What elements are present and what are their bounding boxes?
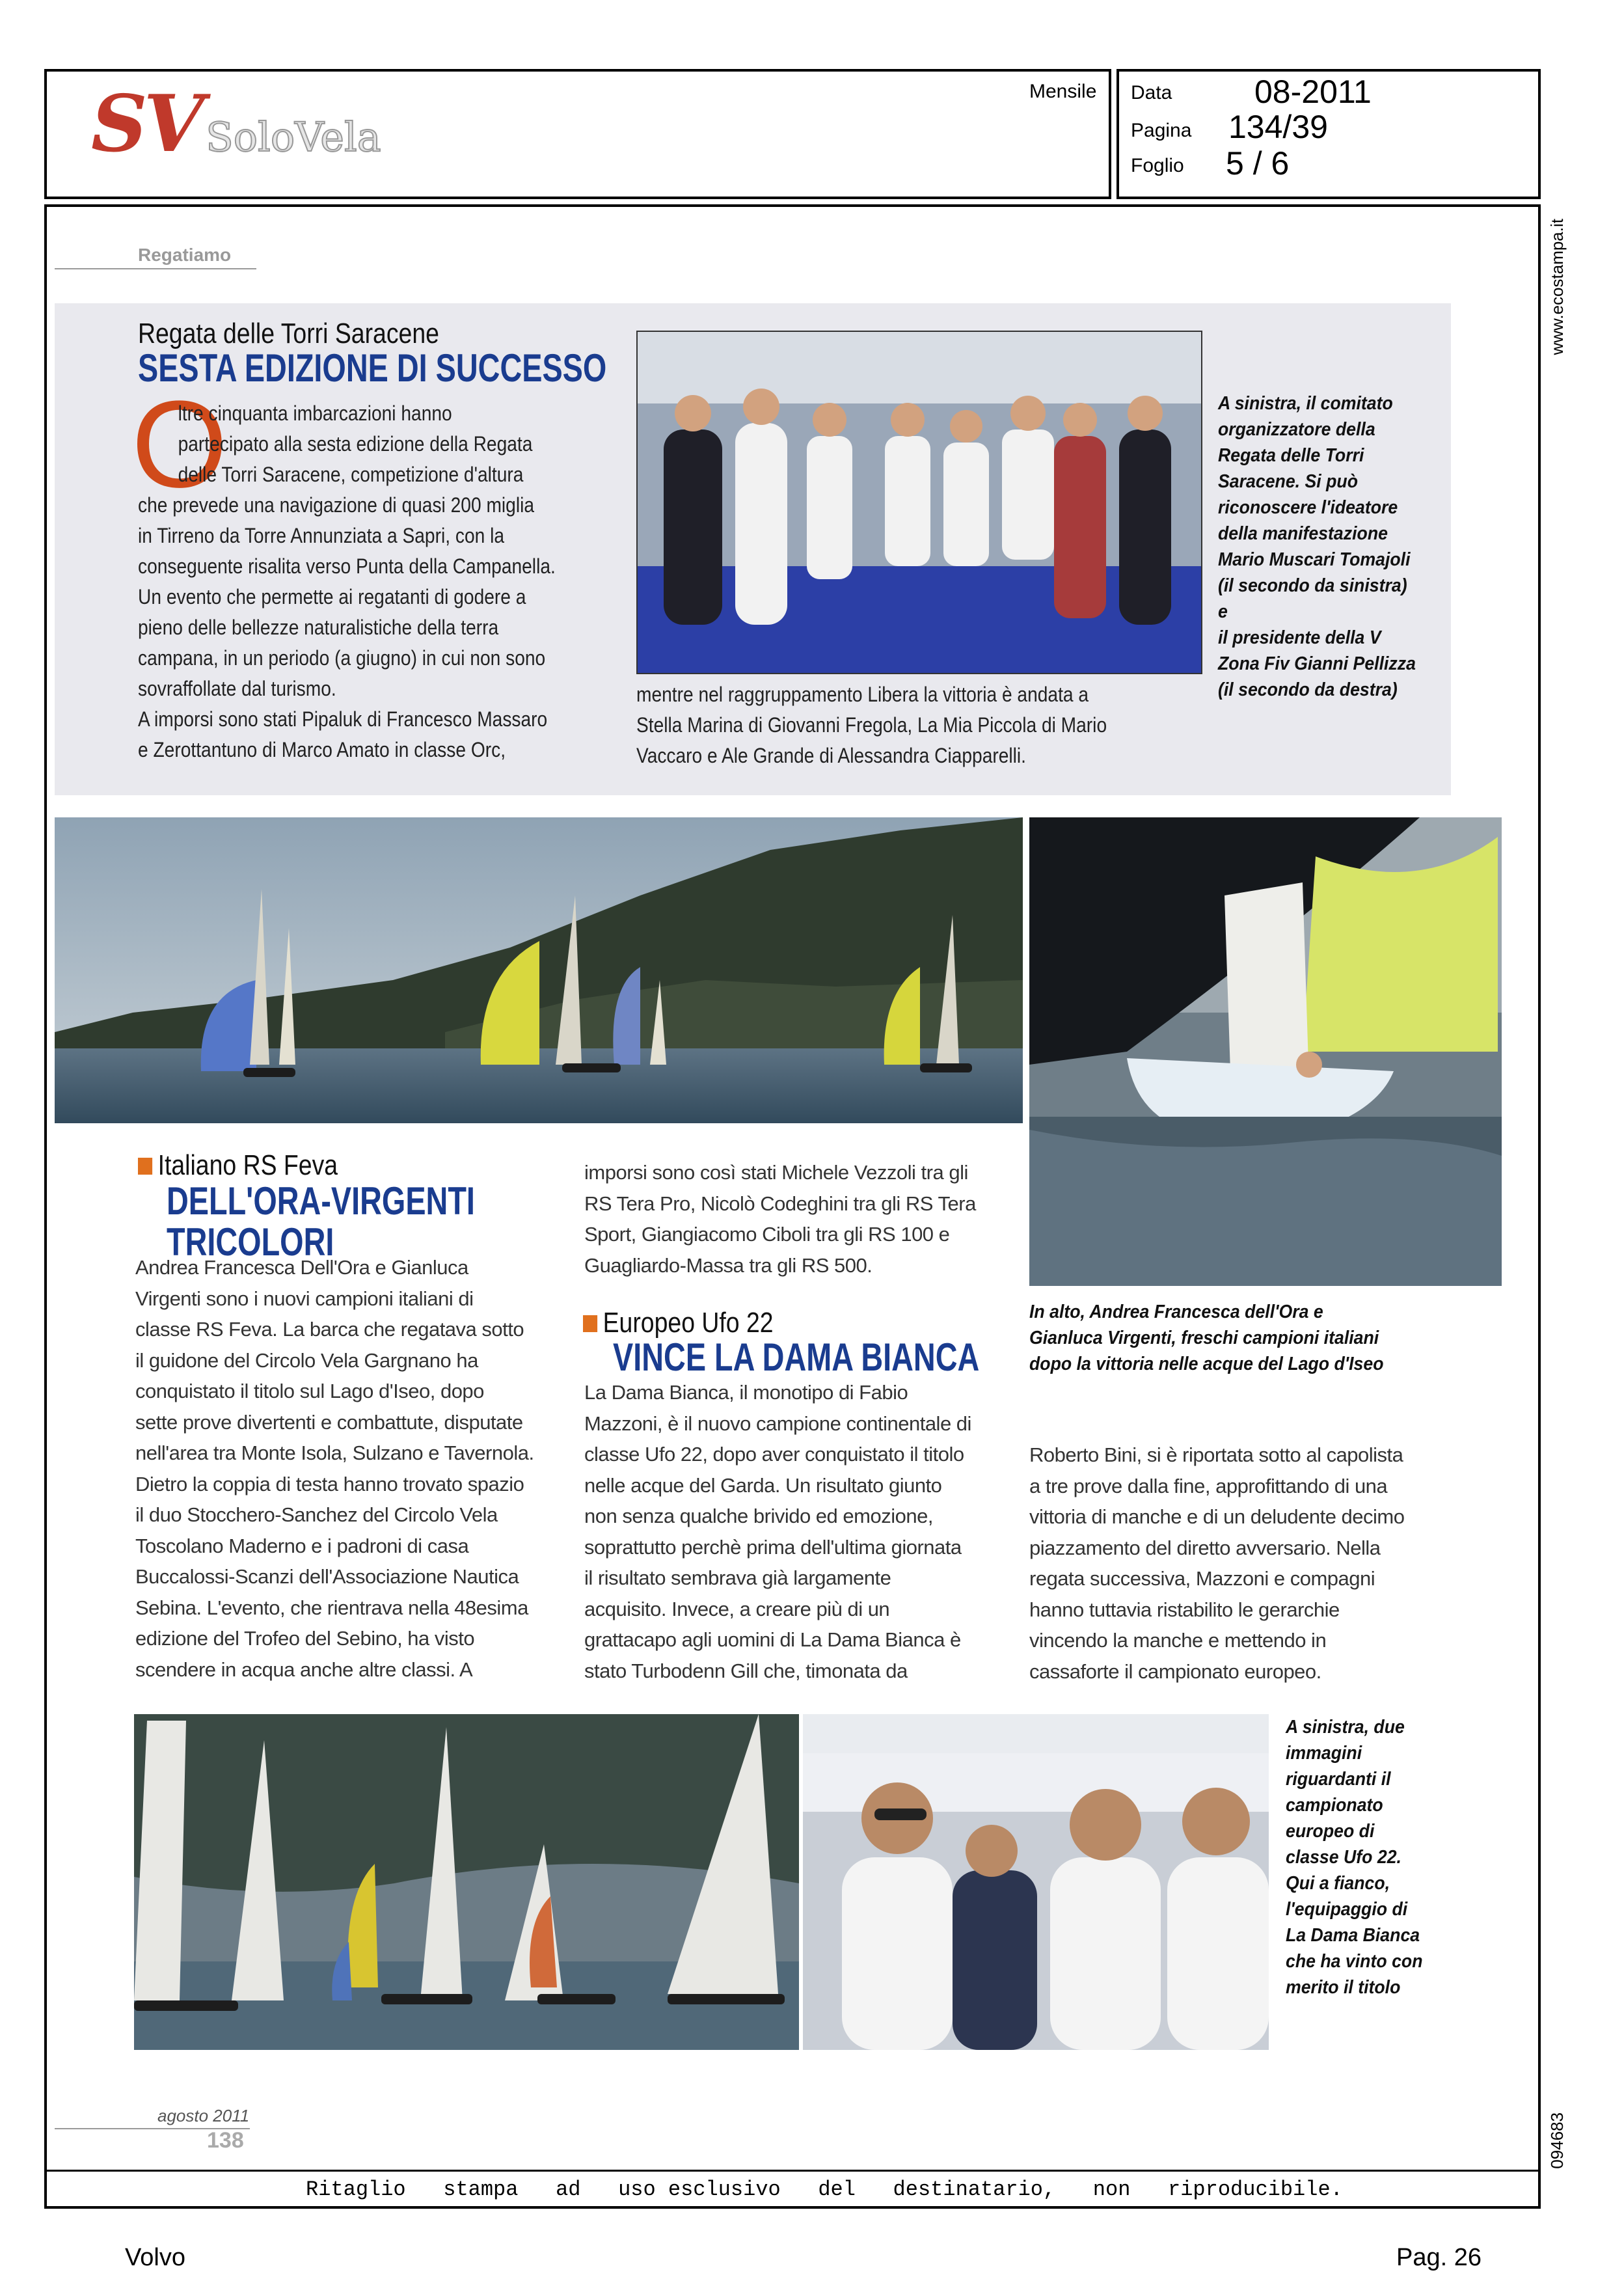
text-line: classe Ufo 22, dopo aver conquistato il titolo: [584, 1443, 964, 1466]
article3-col3: [1029, 1440, 1472, 1687]
text-line: campana, in un periodo (a giugno) in cui non sono: [138, 646, 546, 670]
foglio-label: Foglio: [1131, 155, 1184, 176]
article1-col2: [636, 679, 1209, 771]
text-line: scendere in acqua anche altre classi. A: [135, 1658, 473, 1681]
caption-line: (il secondo da sinistra) e: [1218, 575, 1407, 622]
text-line: non senza qualche brivido ed emozione,: [584, 1505, 933, 1527]
reproduction-notice: Ritaglio stampa ad uso esclusivo del destinatario, non riproducibile.: [306, 2177, 1343, 2202]
section-rule: [55, 268, 256, 269]
article1-caption: [1218, 390, 1422, 703]
headline-line: TRICOLORI: [167, 1220, 334, 1264]
article3-caption: [1286, 1714, 1435, 2000]
caption-line: l'equipaggio di: [1286, 1899, 1408, 1920]
text-line: Toscolano Maderno e i padroni di casa: [135, 1534, 469, 1557]
feva-fleet-photo: [55, 817, 1023, 1123]
article3-headline: VINCE LA DAMA BIANCA: [613, 1335, 980, 1379]
dama-bianca-crew-photo: [803, 1714, 1269, 2050]
caption-line: In alto, Andrea Francesca dell'Ora e: [1029, 1302, 1323, 1322]
side-site-url: www.ecostampa.it: [1547, 219, 1567, 355]
pagina-label: Pagina: [1131, 120, 1192, 141]
bullet-square-icon: [138, 1158, 152, 1175]
article3-col2: [584, 1377, 1001, 1686]
article1-dropcap: O: [131, 375, 228, 513]
headline-line: DELL'ORA-VIRGENTI: [167, 1179, 475, 1223]
caption-line: classe Ufo 22.: [1286, 1847, 1401, 1868]
article2-headline: [167, 1180, 475, 1262]
caption-line: Gianluca Virgenti, freschi campioni italiani: [1029, 1328, 1379, 1348]
pagina-value: 134/39: [1228, 109, 1328, 145]
text-line: vincendo la manche e mettendo in: [1029, 1629, 1327, 1652]
caption-line: riconoscere l'ideatore: [1218, 497, 1398, 518]
caption-line: A sinistra, due: [1286, 1717, 1405, 1738]
text-line: il risultato sembrava già largamente: [584, 1566, 891, 1589]
text-line: soprattutto perchè prima dell'ultima giornata: [584, 1535, 962, 1559]
logo-mark: SV: [91, 78, 200, 170]
text-line: Stella Marina di Giovanni Fregola, La Mia Piccola di Mario: [636, 713, 1107, 737]
article2-kicker: [138, 1149, 338, 1182]
text-line: delle Torri Saracene, competizione d'altura: [178, 463, 524, 486]
dama-bianca-crew-illustration: [803, 1714, 1269, 2050]
text-line: grattacapo agli uomini di La Dama Bianca è: [584, 1628, 961, 1651]
text-line: pieno delle bellezze naturalistiche della terra: [138, 616, 499, 639]
caption-line: della manifestazione: [1218, 523, 1388, 544]
caption-line: il presidente della V: [1218, 627, 1381, 648]
section-tag: Regatiamo: [138, 245, 232, 265]
feva-champions-illustration: [1029, 817, 1502, 1286]
text-line: conquistato il titolo sul Lago d'Iseo, dopo: [135, 1380, 484, 1402]
text-line: piazzamento del diretto avversario. Nella: [1029, 1536, 1381, 1559]
caption-line: europeo di: [1286, 1821, 1375, 1842]
feva-fleet-illustration: [55, 817, 1023, 1123]
text-line: Sebina. L'evento, che rientrava nella 48esima: [135, 1596, 528, 1619]
text-line: ltre cinquanta imbarcazioni hanno: [178, 402, 452, 425]
text-line: sovraffollate dal turismo.: [138, 677, 336, 700]
text-line: La Dama Bianca, il monotipo di Fabio: [584, 1381, 908, 1404]
caption-line: merito il titolo: [1286, 1977, 1401, 1998]
caption-line: Regata delle Torri: [1218, 445, 1364, 466]
text-line: nelle acque del Garda. Un risultato giunto: [584, 1473, 942, 1497]
text-line: il guidone del Circolo Vela Gargnano ha: [135, 1348, 478, 1372]
text-line: classe RS Feva. La barca che regatava sotto: [135, 1318, 524, 1341]
folio-month: agosto 2011: [157, 2106, 250, 2125]
text-line: Mazzoni, è il nuovo campione continentale di: [584, 1412, 971, 1435]
article2-col2: [584, 1157, 1001, 1281]
caption-line: campionato: [1286, 1795, 1383, 1816]
text-line: nell'area tra Monte Isola, Sulzano e Tavernola.: [135, 1441, 534, 1464]
caption-line: La Dama Bianca: [1286, 1925, 1420, 1946]
text-line: il duo Stocchero-Sanchez del Circolo Vela: [135, 1503, 498, 1526]
text-line: Sport, Giangiacomo Ciboli tra gli RS 100 e: [584, 1223, 950, 1246]
text-line: Un evento che permette ai regatanti di godere a: [138, 585, 526, 608]
feva-champions-photo: [1029, 817, 1502, 1286]
caption-line: dopo la vittoria nelle acque del Lago d'Iseo: [1029, 1354, 1384, 1374]
text-line: regata successiva, Mazzoni e compagni: [1029, 1567, 1375, 1590]
committee-photo: [636, 331, 1202, 674]
caption-line: Mario Muscari Tomajoli: [1218, 549, 1411, 570]
caption-line: Saracene. Si può: [1218, 471, 1359, 492]
folio-page-number: 138: [207, 2128, 244, 2153]
article1-headline: SESTA EDIZIONE DI SUCCESSO: [138, 346, 607, 390]
caption-line: che ha vinto con: [1286, 1951, 1423, 1972]
data-label: Data: [1131, 82, 1172, 103]
ufo22-regatta-illustration: [134, 1714, 799, 2050]
article1-kicker: Regata delle Torri Saracene: [138, 318, 439, 349]
text-line: Vaccaro e Ale Grande di Alessandra Ciapparelli.: [636, 744, 1027, 767]
text-line: in Tirreno da Torre Annunziata a Sapri, con la: [138, 524, 505, 547]
logo-name: SoloVela: [206, 113, 381, 161]
article3-kicker: [583, 1307, 774, 1339]
article3-kicker-text: Europeo Ufo 22: [602, 1307, 774, 1339]
publication-logo: [91, 78, 381, 170]
frequency-label: Mensile: [1029, 81, 1097, 102]
article2-col1: [135, 1252, 552, 1685]
text-line: a tre prove dalla fine, approfittando di una: [1029, 1474, 1388, 1497]
bullet-square-icon: [583, 1315, 597, 1332]
caption-line: immagini: [1286, 1743, 1362, 1764]
text-line: partecipato alla sesta edizione della Regata: [178, 432, 533, 456]
text-line: Virgenti sono i nuovi campioni italiani di: [135, 1287, 474, 1310]
text-line: Guagliardo-Massa tra gli RS 500.: [584, 1253, 873, 1277]
article1-col1: [138, 398, 596, 765]
text-line: e Zerottantuno di Marco Amato in classe Orc,: [138, 738, 506, 761]
text-line: Roberto Bini, si è riportata sotto al capolista: [1029, 1443, 1403, 1466]
caption-line: riguardanti il: [1286, 1769, 1391, 1790]
footer-client: Volvo: [125, 2244, 185, 2271]
ufo22-regatta-photo: [134, 1714, 799, 2050]
caption-line: Zona Fiv Gianni Pellizza: [1218, 653, 1416, 674]
footer-rule: [47, 2170, 1538, 2172]
data-value: 08-2011: [1254, 74, 1372, 110]
text-line: che prevede una navigazione di quasi 200 miglia: [138, 493, 534, 517]
text-line: vittoria di manche e di un deludente decimo: [1029, 1505, 1405, 1528]
text-line: Andrea Francesca Dell'Ora e Gianluca: [135, 1256, 468, 1279]
caption-line: organizzatore della: [1218, 419, 1375, 440]
text-line: mentre nel raggruppamento Libera la vittoria è andata a: [636, 683, 1089, 706]
foglio-value: 5 / 6: [1226, 145, 1290, 182]
text-line: A imporsi sono stati Pipaluk di Francesco Massaro: [138, 707, 548, 731]
side-code: 094683: [1547, 2112, 1567, 2169]
caption-line: (il secondo da destra): [1218, 679, 1398, 700]
text-line: RS Tera Pro, Nicolò Codeghini tra gli RS Tera: [584, 1192, 976, 1215]
committee-photo-illustration: [638, 332, 1201, 673]
text-line: cassaforte il campionato europeo.: [1029, 1659, 1321, 1683]
caption-line: A sinistra, il comitato: [1218, 393, 1393, 414]
footer-page: Pag. 26: [1396, 2244, 1482, 2271]
text-line: stato Turbodenn Gill che, timonata da: [584, 1659, 908, 1682]
text-line: imporsi sono così stati Michele Vezzoli tra gli: [584, 1161, 968, 1184]
text-line: edizione del Trofeo del Sebino, ha visto: [135, 1627, 475, 1650]
text-line: Buccalossi-Scanzi dell'Associazione Nautica: [135, 1565, 519, 1588]
text-line: Dietro la coppia di testa hanno trovato spazio: [135, 1472, 524, 1495]
text-line: sette prove divertenti e combattute, disputate: [135, 1410, 523, 1434]
article2-kicker-text: Italiano RS Feva: [157, 1149, 338, 1181]
text-line: conseguente risalita verso Punta della Campanella.: [138, 554, 556, 578]
caption-line: Qui a fianco,: [1286, 1873, 1390, 1894]
article2-caption: [1029, 1299, 1448, 1377]
text-line: acquisito. Invece, a creare più di un: [584, 1597, 890, 1620]
text-line: hanno tuttavia ristabilito le gerarchie: [1029, 1598, 1340, 1621]
